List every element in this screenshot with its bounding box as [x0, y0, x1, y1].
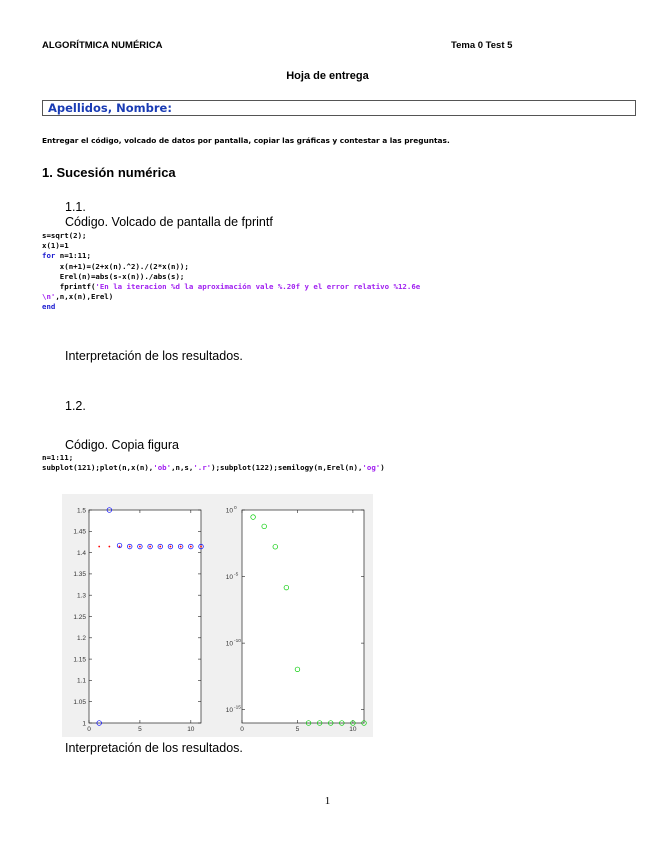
plot-1-ytick-label: 1.35	[73, 571, 86, 579]
code-line: ,n,x(n),Erel)	[55, 292, 114, 302]
plot-2-ytick-label: 10	[225, 640, 233, 648]
plot-2-ytick-exponent: -5	[234, 572, 239, 578]
plot-2-ytick-label: 10	[225, 573, 233, 581]
code-line: n=1:11;	[55, 251, 91, 261]
plot-1-axes	[89, 510, 201, 723]
code-keyword: end	[42, 302, 56, 312]
figure	[62, 494, 373, 737]
plot-1-ytick-label: 1.3	[76, 592, 86, 600]
code-string: 'En la iteracion %d la aproximación vale %.20f y el error relativo %12.6e	[95, 282, 421, 292]
plot-1-point	[180, 546, 182, 548]
item-2-caption: Código. Copia figura	[65, 438, 179, 452]
plot-2-ytick-label: 10	[225, 507, 233, 515]
plot-1-point	[159, 546, 161, 548]
plot-1-point	[139, 546, 141, 548]
item-1-caption: Código. Volcado de pantalla de fprintf	[65, 215, 273, 229]
code-line: )	[380, 463, 385, 473]
plot-1-ytick-label: 1.25	[73, 613, 86, 621]
plot-1-ytick-label: 1.1	[76, 677, 86, 685]
plot-2-ytick-label: 10	[225, 706, 233, 714]
plot-2-ytick-exponent: -15	[234, 705, 241, 711]
plot-1-ytick-label: 1	[82, 720, 86, 728]
plot-1-ytick-label: 1.45	[73, 528, 86, 536]
plot-1-point	[190, 546, 192, 548]
plot-1-xtick-label: 0	[87, 726, 91, 733]
code-line: Erel(n)=abs(s-x(n))./abs(s);	[42, 271, 185, 281]
code-string: 'ob'	[153, 463, 172, 473]
plot-2-xtick-label: 0	[240, 726, 244, 733]
code-string: 'og'	[362, 463, 381, 473]
plot-1-point	[108, 546, 110, 548]
plot-2-xtick-label: 5	[295, 726, 300, 733]
section-title: 1. Sucesión numérica	[42, 165, 176, 180]
plot-1-ytick-label: 1.2	[76, 635, 86, 643]
code-block-2	[42, 453, 385, 473]
plot-2-axes	[242, 510, 364, 723]
code-string: \n'	[42, 292, 56, 302]
plot-1-point	[129, 546, 131, 548]
name-field[interactable]	[42, 100, 636, 116]
plot-2-ytick-exponent: 0	[234, 505, 237, 511]
plot-1-point	[119, 546, 121, 548]
code-line: fprintf(	[42, 282, 96, 292]
plot-1-ytick-label: 1.05	[73, 699, 86, 706]
code-line: s=sqrt(2);	[42, 231, 87, 240]
plot-1-point	[200, 546, 202, 548]
plot-1-point	[149, 546, 151, 548]
code-keyword: for	[42, 251, 56, 261]
item-2-interpretation: Interpretación de los resultados.	[65, 741, 243, 755]
plot-1-ytick-label: 1.5	[76, 507, 86, 515]
page-number: 1	[324, 795, 331, 807]
item-1-number: 1.1.	[65, 200, 86, 214]
code-line: );subplot(122);semilogy(n,Erel(n),	[211, 463, 363, 473]
code-block-1	[42, 231, 420, 313]
header-left: ALGORÍTMICA NUMÉRICA	[42, 40, 163, 51]
code-line: ,n,s,	[171, 463, 194, 473]
plot-2-ytick-exponent: -10	[234, 638, 241, 644]
document-title: Hoja de entrega	[286, 70, 369, 82]
header-right: Tema 0 Test 5	[451, 40, 513, 51]
plot-1-point	[98, 546, 100, 548]
code-line: x(1)=1	[42, 241, 69, 251]
plot-2-xtick-label: 10	[349, 726, 357, 733]
code-string: '.r'	[193, 463, 212, 473]
plot-1-xtick-label: 10	[187, 726, 195, 733]
name-field-label: Apellidos, Nombre:	[48, 101, 172, 115]
instructions: Entregar el código, volcado de datos por pantalla, copiar las gráficas y contestar a las preguntas.	[42, 136, 450, 145]
code-line: subplot(121);plot(n,x(n),	[42, 463, 154, 473]
plot-1-xtick-label: 5	[138, 726, 142, 733]
plot-1-ytick-label: 1.15	[73, 656, 86, 664]
code-line: n=1:11;	[42, 453, 74, 462]
plot-1-point	[170, 546, 172, 548]
item-2-number: 1.2.	[65, 399, 86, 413]
plot-1-ytick-label: 1.4	[76, 549, 86, 557]
item-1-interpretation: Interpretación de los resultados.	[65, 349, 243, 363]
code-line: x(n+1)=(2+x(n).^2)./(2*x(n));	[42, 261, 189, 271]
figure-svg	[62, 494, 373, 737]
